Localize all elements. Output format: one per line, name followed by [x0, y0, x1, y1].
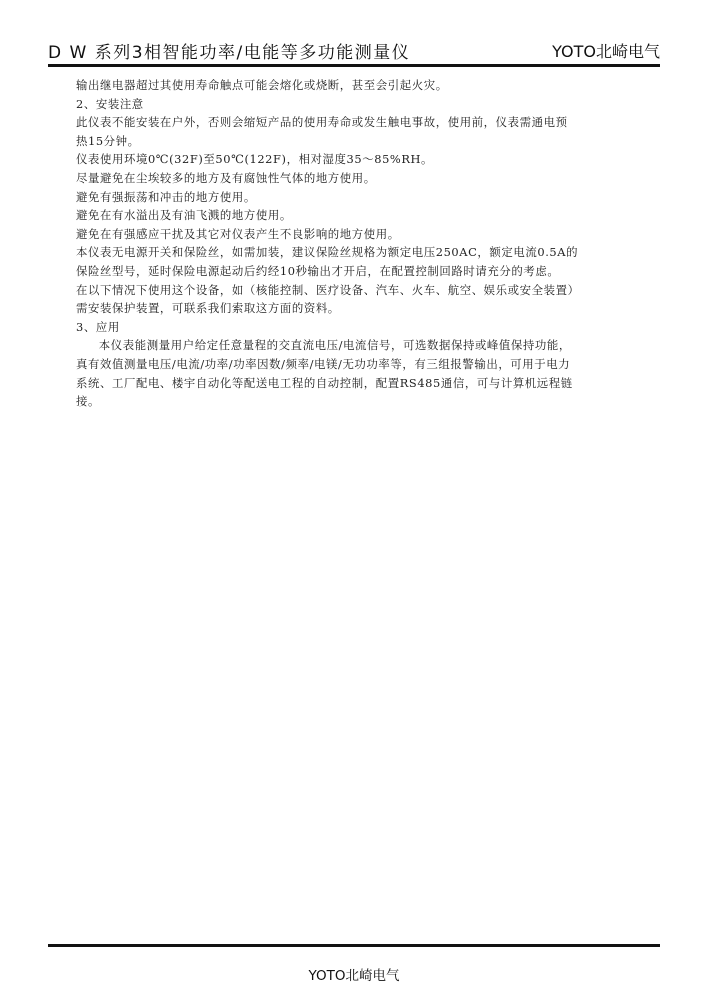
header-divider: [48, 64, 660, 67]
text-line: 在以下情况下使用这个设备，如（核能控制、医疗设备、汽车、火车、航空、娱乐或安全装置）: [76, 282, 580, 297]
text-line: 需安装保护装置，可联系我们索取这方面的资料。: [76, 301, 340, 316]
page-header: [48, 36, 660, 64]
footer-divider: [48, 944, 660, 947]
text-line: 保险丝型号，延时保险电源起动后约经10秒输出才开启，在配置控制回路时请充分的考虑。: [76, 263, 560, 278]
text-line: 热15分钟。: [76, 133, 140, 148]
text-line: 此仪表不能安装在户外，否则会缩短产品的使用寿命或发生触电事故，使用前，仪表需通电预: [76, 115, 568, 130]
text-line: 接。: [76, 394, 100, 409]
section-heading: 3、应用: [76, 319, 120, 334]
text-line: 避免在有强感应干扰及其它对仪表产生不良影响的地方使用。: [76, 226, 400, 241]
header-brand: YOTO北崎电气: [552, 42, 660, 61]
footer-brand: YOTO北崎电气: [308, 968, 400, 984]
text-line: 避免在有水溢出及有油飞溅的地方使用。: [76, 208, 292, 223]
text-line: 本仪表能测量用户给定任意量程的交直流电压/电流信号，可选数据保持或峰值保持功能，: [98, 338, 571, 353]
document-title: D W 系列3相智能功率/电能等多功能测量仪: [48, 43, 411, 63]
text-line: 系统、工厂配电、楼宇自动化等配送电工程的自动控制，配置RS485通信，可与计算机远程链: [76, 375, 573, 390]
text-line: 本仪表无电源开关和保险丝，如需加装，建议保险丝规格为额定电压250AC，额定电流0.5A的: [76, 245, 579, 260]
section-heading: 2、安装注意: [76, 96, 144, 111]
text-line: 输出继电器超过其使用寿命触点可能会熔化或烧断，甚至会引起火灾。: [76, 78, 448, 92]
text-line: 真有效值测量电压/电流/功率/功率因数/频率/电镁/无功功率等，有三组报警输出，可用于电力: [76, 356, 571, 371]
document-body: [76, 76, 646, 411]
text-line: 仪表使用环境0℃(32F)至50℃(122F)，相对湿度35～85%RH。: [76, 152, 434, 167]
text-line: 尽量避免在尘埃较多的地方及有腐蚀性气体的地方使用。: [76, 170, 376, 185]
text-line: 避免有强振荡和冲击的地方使用。: [76, 189, 256, 204]
